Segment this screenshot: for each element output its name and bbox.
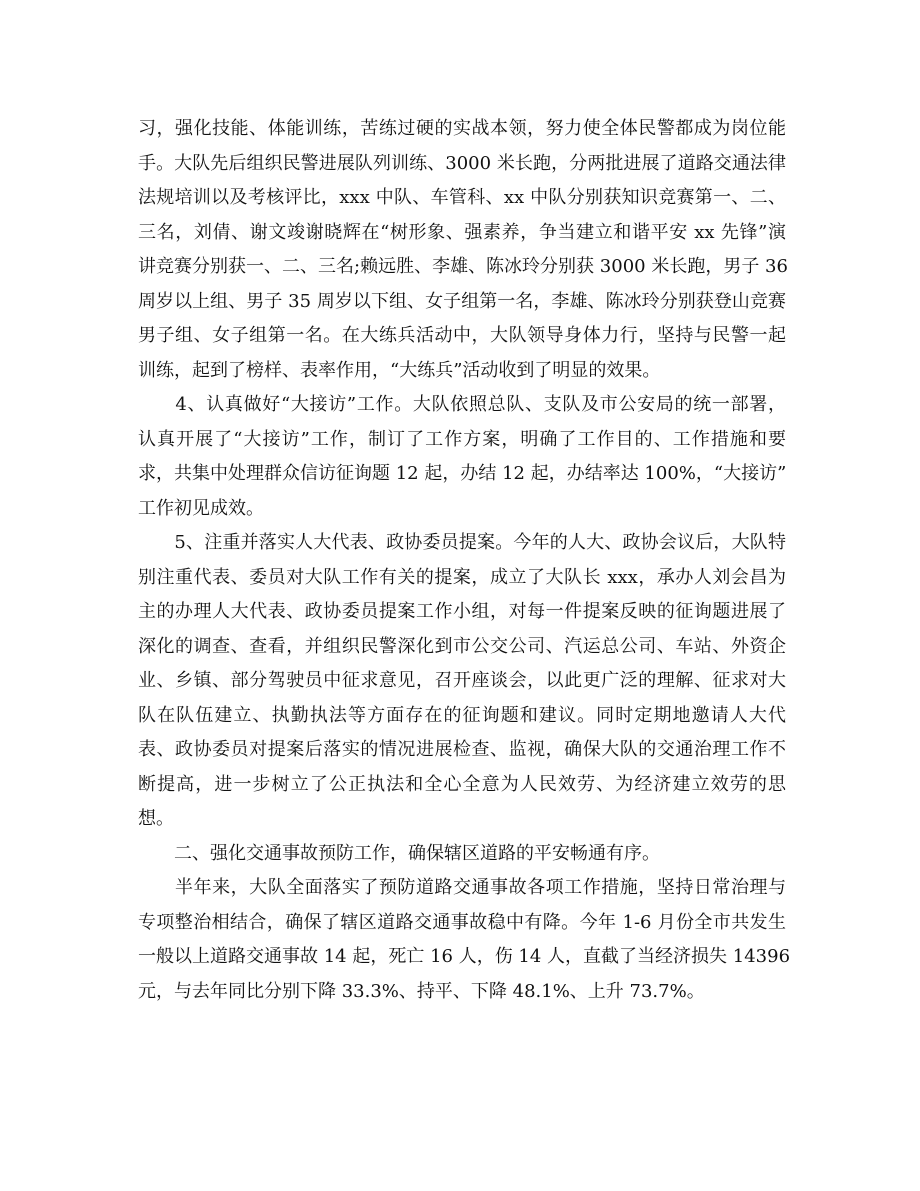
text-line: 一般以上道路交通事故 14 起，死亡 16 人，伤 14 人，直截了当经济损失 14396 [138, 946, 791, 967]
text-line: 求，共集中处理群众信访征询题 12 起，办结 12 起，办结率达 100%，“大接访” [138, 463, 787, 484]
text-line: 深化的调查、查看，并组织民警深化到市公交公司、汽运总公司、车站、外资企 [138, 635, 786, 657]
text-line: 认真开展了“大接访”工作，制订了工作方案，明确了工作目的、工作措施和要 [138, 428, 786, 450]
text-line: 业、乡镇、部分驾驶员中征求意见，召开座谈会，以此更广泛的理解、征求对大 [138, 670, 786, 691]
text-line: 元，与去年同比分别下降 33.3%、持平、下降 48.1%、上升 73.7%。 [138, 980, 705, 1002]
text-line: 主的办理人大代表、政协委员提案工作小组，对每一件提案反映的征询题进展了 [138, 601, 786, 622]
text-line: 队在队伍建立、执勤执法等方面存在的征询题和建议。同时定期地邀请人大代 [138, 704, 786, 726]
text-line: 习，强化技能、体能训练，苦练过硬的实战本领，努力使全体民警都成为岗位能 [138, 118, 786, 139]
text-line: 手。大队先后组织民警进展队列训练、3000 米长跑，分两批进展了道路交通法律 [138, 152, 786, 174]
text-line: 专项整治相结合，确保了辖区道路交通事故稳中有降。今年 1-6 月份全市共发生 [138, 911, 786, 933]
text-line: 半年来，大队全面落实了预防道路交通事故各项工作措施，坚持日常治理与 [138, 877, 786, 898]
text-line: 讲竞赛分别获一、二、三名;赖远胜、李雄、陈冰玲分别获 3000 米长跑，男子 36 [138, 256, 788, 277]
document-body [138, 112, 791, 1009]
text-line: 工作初见成效。 [138, 497, 264, 519]
text-line: 三名，刘倩、谢文竣谢晓辉在“树形象、强素养，争当建立和谐平安 xx 先锋”演 [138, 221, 786, 243]
text-line: 训练，起到了榜样、表率作用，“大练兵”活动收到了明显的效果。 [138, 359, 661, 381]
text-line: 5、注重并落实人大代表、政协委员提案。今年的人大、政协会议后，大队特 [138, 532, 786, 553]
text-line: 表、政协委员对提案后落实的情况进展检查、监视，确保大队的交通治理工作不 [138, 739, 786, 760]
text-line: 别注重代表、委员对大队工作有关的提案，成立了大队长 xxx，承办人刘会昌为 [138, 566, 786, 588]
text-line: 法规培训以及考核评比，xxx 中队、车管科、xx 中队分别获知识竞赛第一、二、 [138, 187, 786, 208]
text-line: 周岁以上组、男子 35 周岁以下组、女子组第一名，李雄、陈冰玲分别获登山竞赛 [138, 290, 786, 312]
text-line: 想。 [138, 808, 174, 829]
text-line: 4、认真做好“大接访”工作。大队依照总队、支队及市公安局的统一部署， [138, 394, 786, 415]
section-heading: 二、强化交通事故预防工作，确保辖区道路的平安畅通有序。 [138, 842, 660, 864]
text-line: 男子组、女子组第一名。在大练兵活动中，大队领导身体力行，坚持与民警一起 [138, 325, 786, 346]
text-line: 断提高，进一步树立了公正执法和全心全意为人民效劳、为经济建立效劳的思 [138, 773, 786, 795]
